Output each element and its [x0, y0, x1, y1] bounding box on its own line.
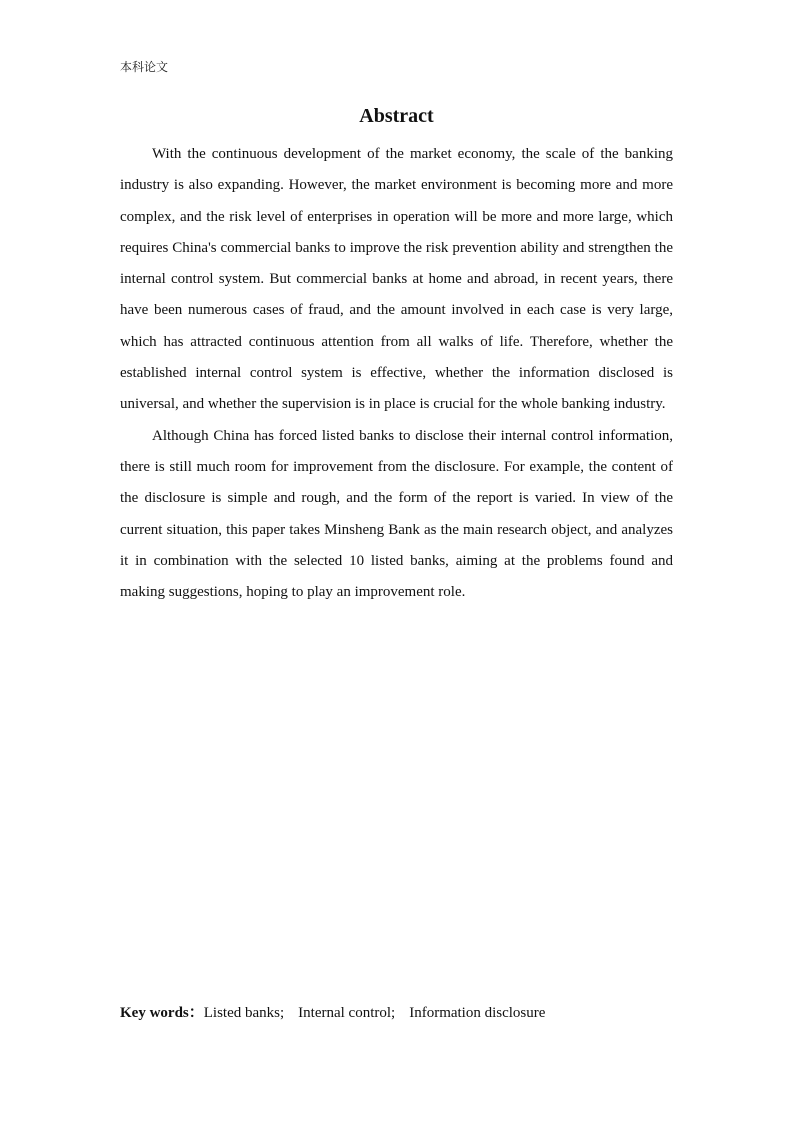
running-header: 本科论文 — [120, 60, 169, 74]
abstract-paragraph-1: With the continuous development of the market economy, the scale of the banking industry is also expanding. However, the market environment is becoming more and more complex, and the risk level of enterprises in operation will be more and more large, which requires China's commercial banks to improve the risk prevention ability and strengthen the internal control system. But commercial banks at home and abroad, in recent years, there have been numerous cases of fraud, and the amount involved in each case is very large, which has attracted continuous attention from all walks of life. Therefore, whether the established internal control system is effective, whether the information disclosed is universal, and whether the supervision is in place is crucial for the whole banking industry. — [120, 146, 673, 413]
abstract-body — [120, 139, 673, 608]
keyword-item: Listed banks; — [203, 1005, 285, 1021]
abstract-paragraph-2: Although China has forced listed banks to disclose their internal control information, there is still much room for improvement from the disclosure. For example, the content of the disclosure is simple and rough, and the form of the report is varied. In view of the current situation, this paper takes Minsheng Bank as the main research object, and analyzes it in combination with the selected 10 listed banks, aiming at the problems found and making suggestions, hoping to play an improvement role. — [120, 427, 673, 601]
keywords-label: Key words： — [120, 1005, 204, 1021]
keywords-line — [120, 1001, 559, 1022]
abstract-title: Abstract — [359, 105, 434, 127]
keyword-item: Internal control; — [298, 1005, 396, 1021]
keyword-item: Information disclosure — [409, 1005, 546, 1021]
